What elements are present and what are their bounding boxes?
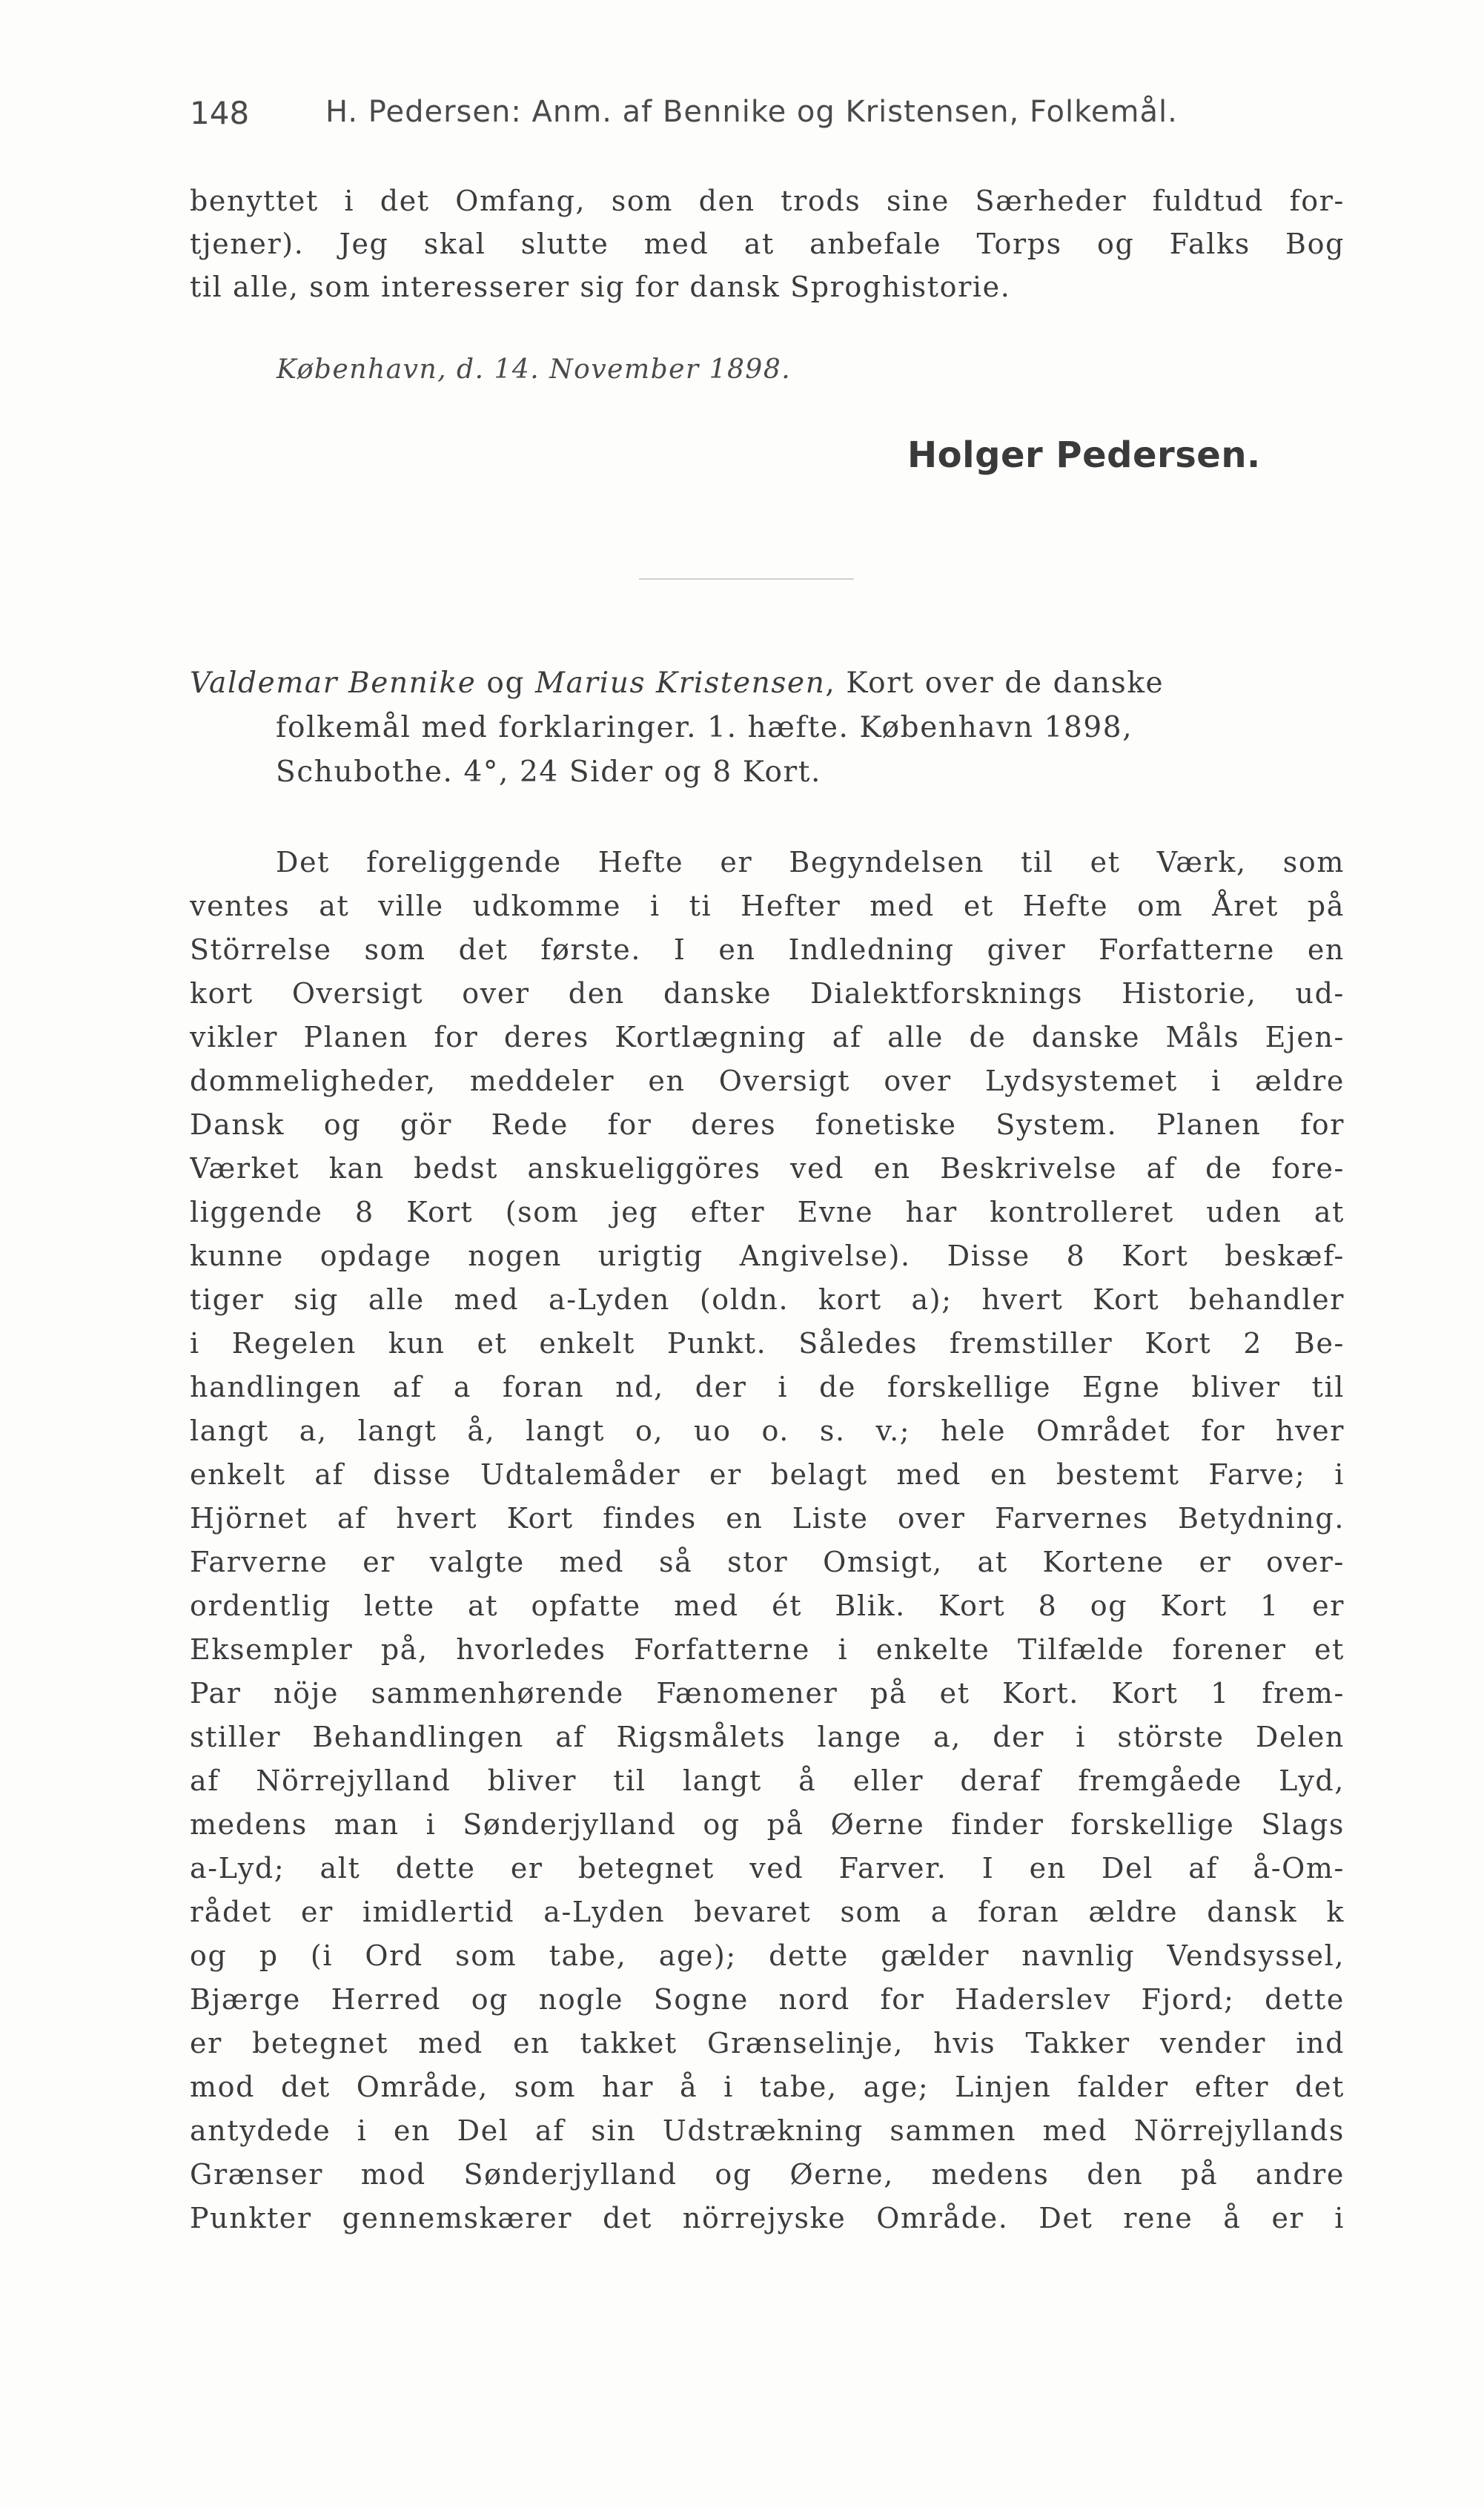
text-line: Bjærge Herred og nogle Sogne nord for Haderslev Fjord; dette	[190, 1983, 1345, 2016]
text-line: handlingen af a foran nd, der i de forskellige Egne bliver til	[190, 1371, 1345, 1403]
text-line: kort Oversigt over den danske Dialektforsknings Historie, ud-	[190, 977, 1345, 1010]
text-line: langt a, langt å, langt o, uo o. s. v.; hele Området for hver	[190, 1415, 1345, 1447]
conjunction: og	[476, 666, 536, 700]
text-line: Hjörnet af hvert Kort findes en Liste over Farvernes Betydning.	[190, 1502, 1345, 1535]
text-line: Farverne er valgte med så stor Omsigt, at Kortene er over-	[190, 1546, 1345, 1578]
text-line: i Regelen kun et enkelt Punkt. Således fremstiller Kort 2 Be-	[190, 1327, 1345, 1360]
text-line: stiller Behandlingen af Rigsmålets lange a, der i störste Delen	[190, 1721, 1345, 1753]
text-line: ventes at ville udkomme i ti Hefter med et Hefte om Året på	[190, 890, 1345, 922]
text-line: vikler Planen for deres Kortlægning af alle de danske Måls Ejen-	[190, 1021, 1345, 1053]
page-number: 148	[190, 95, 250, 131]
text-line: og p (i Ord som tabe, age); dette gælder navnlig Vendsyssel,	[190, 1939, 1345, 1972]
reference-title: , Kort over de danske	[825, 666, 1165, 700]
text-line: antydede i en Del af sin Udstrækning sammen med Nörrejyllands	[190, 2114, 1345, 2147]
text-line: Par nöje sammenhørende Fænomener på et Kort. Kort 1 frem-	[190, 1677, 1345, 1710]
author-1: Valdemar Bennike	[190, 666, 477, 700]
running-head	[190, 95, 1346, 139]
text-line: Störrelse som det første. I en Indledning giver Forfatterne en	[190, 933, 1345, 966]
section-divider	[639, 578, 854, 580]
text-line: Punkter gennemskærer det nörrejyske Område. Det rene å er i	[190, 2202, 1345, 2234]
text-line: enkelt af disse Udtalemåder er belagt med en bestemt Farve; i	[190, 1458, 1345, 1491]
text-line: a-Lyd; alt dette er betegnet ved Farver. I en Del af å-Om-	[190, 1852, 1345, 1885]
text-line: tjener). Jeg skal slutte med at anbefale Torps og Falks Bog	[190, 228, 1345, 260]
text-line: Eksempler på, hvorledes Forfatterne i enkelte Tilfælde forener et	[190, 1633, 1345, 1666]
author-2: Marius Kristensen	[535, 666, 826, 700]
text-line: mod det Område, som har å i tabe, age; Linjen falder efter det	[190, 2071, 1345, 2103]
signature: Holger Pedersen.	[907, 434, 1261, 476]
text-line: liggende 8 Kort (som jeg efter Evne har kontrolleret uden at	[190, 1196, 1345, 1228]
text-line: tiger sig alle med a-Lyden (oldn. kort a); hvert Kort behandler	[190, 1283, 1345, 1316]
text-line: rådet er imidlertid a-Lyden bevaret som a foran ældre dansk k	[190, 1896, 1345, 1928]
text-line: Dansk og gör Rede for deres fonetiske System. Planen for	[190, 1108, 1345, 1141]
text-line: Det foreliggende Hefte er Begyndelsen til et Værk, som	[276, 846, 1345, 879]
reference-line-3: Schubothe. 4°, 24 Sider og 8 Kort.	[276, 755, 822, 789]
text-line: Værket kan bedst anskueliggöres ved en Beskrivelse af de fore-	[190, 1152, 1345, 1185]
text-line: dommeligheder, meddeler en Oversigt over Lydsystemet i ældre	[190, 1065, 1345, 1097]
text-line: af Nörrejylland bliver til langt å eller deraf fremgåede Lyd,	[190, 1764, 1345, 1797]
text-line: kunne opdage nogen urigtig Angivelse). Disse 8 Kort beskæf-	[190, 1240, 1345, 1272]
closing-place-date: København, d. 14. November 1898.	[276, 354, 792, 385]
text-line: Grænser mod Sønderjylland og Øerne, medens den på andre	[190, 2158, 1345, 2191]
text-line: benyttet i det Omfang, som den trods sine Særheder fuldtud for-	[190, 185, 1345, 217]
text-line: til alle, som interesserer sig for dansk Sproghistorie.	[190, 271, 1011, 303]
text-line: medens man i Sønderjylland og på Øerne finder forskellige Slags	[190, 1808, 1345, 1841]
running-head-title: H. Pedersen: Anm. af Bennike og Kristensen, Folkemål.	[325, 95, 1178, 129]
text-line: ordentlig lette at opfatte med ét Blik. Kort 8 og Kort 1 er	[190, 1589, 1345, 1622]
reference-line-2: folkemål med forklaringer. 1. hæfte. København 1898,	[276, 711, 1133, 744]
reference-line-1	[190, 664, 1164, 703]
text-line: er betegnet med en takket Grænselinje, hvis Takker vender ind	[190, 2027, 1345, 2059]
